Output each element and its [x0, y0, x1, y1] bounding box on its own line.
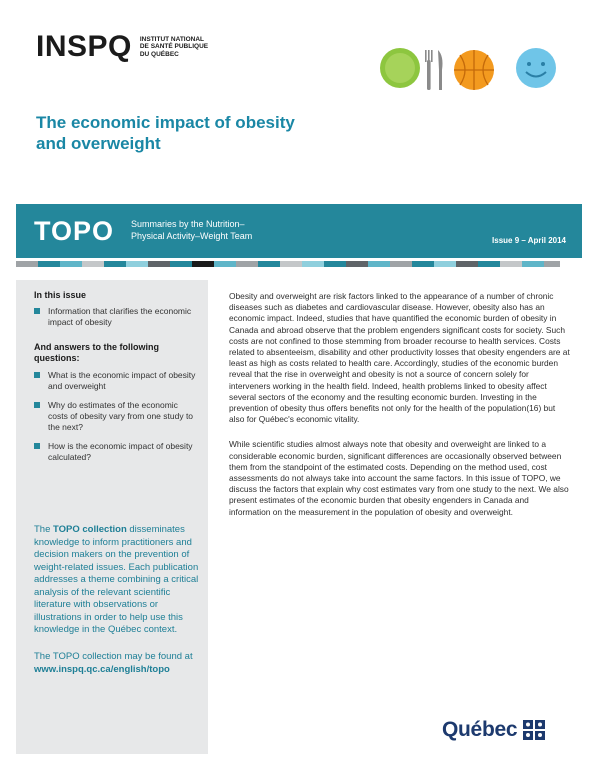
list-item-text: Why do estimates of the economic costs of obesity vary from one study to the next? [48, 400, 194, 432]
stripe [478, 261, 500, 267]
stripe [16, 261, 38, 267]
stripe [522, 261, 544, 267]
stripe [126, 261, 148, 267]
logo-subtitle-line: DU QUÉBEC [139, 50, 179, 58]
in-issue-list [34, 306, 200, 336]
bullet-square-icon [34, 402, 40, 408]
answers-heading: And answers to the following questions: [34, 342, 160, 363]
collection-location [34, 650, 204, 676]
header-icons [374, 44, 574, 104]
stripe [236, 261, 258, 267]
list-item [34, 306, 200, 328]
bullet-square-icon [34, 443, 40, 449]
collection-url-link[interactable]: www.inspq.qc.ca/english/topo [34, 664, 170, 675]
stripe [544, 261, 560, 267]
list-item-text: How is the economic impact of obesity calculated? [48, 441, 193, 462]
collection-text: disseminates knowledge to inform practitioners and decision makers on the prevention of weight-related issues. Each publication addresses a theme combining a critical analysis of the relevant scientific literature with observations or illustrations in order to help use this knowledge in the Québec context. [34, 524, 199, 635]
list-item [34, 400, 200, 433]
stripe [346, 261, 368, 267]
list-item-text: Information that clarifies the economic impact of obesity [48, 306, 192, 327]
vegetable-plate-icon [380, 48, 420, 88]
document-title [36, 112, 336, 154]
stripe [148, 261, 170, 267]
fleur-de-lis-flag-icon [523, 720, 545, 740]
stripe [456, 261, 478, 267]
stripe [324, 261, 346, 267]
color-stripes [16, 261, 582, 267]
stripe [390, 261, 412, 267]
stripe [434, 261, 456, 267]
main-text [229, 291, 571, 532]
logo-subtitle-line: INSTITUT NATIONAL [139, 35, 205, 43]
list-item [34, 441, 200, 463]
body-paragraph: While scientific studies almost always note that obesity and overweight are linked to a considerable economic burden, significant differences are occasionally observed between them from the standpoint of the estimated costs. Depending on the method used, cost assessments do not always take into account the same factors. In this issue of TOPO, we discuss the factors that explain why cost estimates vary from one study to the next. We also present estimates of the economic burden that obesity engenders in Canada and information on the measurement in the population of obesity and overweight. [229, 439, 569, 517]
topo-subtitle-line: Summaries by the Nutrition– [131, 219, 245, 229]
topo-band [16, 204, 582, 258]
found-text: The TOPO collection may be found at [34, 651, 193, 662]
topo-subtitle-line: Physical Activity–Weight Team [131, 231, 253, 241]
logo-subtitle [140, 36, 220, 59]
stripe [368, 261, 390, 267]
stripe [280, 261, 302, 267]
list-item-text: What is the economic impact of obesity and overweight [48, 370, 196, 391]
logo-subtitle-line: DE SANTÉ PUBLIQUE [139, 43, 209, 51]
topo-word: TOPO [34, 216, 115, 246]
quebec-logo [442, 718, 545, 742]
sidebar [16, 280, 208, 754]
questions-list [34, 370, 200, 471]
collection-name: TOPO collection [53, 524, 127, 535]
body-paragraph: Obesity and overweight are risk factors linked to the appearance of a number of chronic diseases such as diabetes and cardiovascular disease. However, obesity also has an economic impact. Indeed, studies that have quantified the economic burden of obesity in Canada and abroad observe that the problem engenders significant costs for society. Such costs are not confined to those stemming from broader recourse to health services. Costs related to absenteeism, disability and other productivity losses that obesity engenders are at least as high as costs related to health care. Accordingly, studies of the economic burden reveal that the rise in overweight and obesity is not a source of concern solely for interveners working in the health field. Indeed, health problems linked to obesity affect several sectors of the economy and the resulting economic burden. Investing in the prevention of obesity thus offers benefits not only for the health of the population(16) but also for Québec's economic vitality. [229, 291, 570, 425]
stripe [82, 261, 104, 267]
list-item [34, 370, 200, 392]
in-issue-heading: In this issue [34, 290, 87, 300]
stripe [214, 261, 236, 267]
smiley-face-icon [516, 48, 556, 88]
stripe [38, 261, 60, 267]
logo-word: INSPQ [36, 30, 132, 63]
stripe [170, 261, 192, 267]
topo-subtitle [131, 218, 291, 242]
stripe [104, 261, 126, 267]
title-line-1: The economic impact of obesity [36, 113, 295, 132]
collection-prefix: The [34, 524, 54, 535]
stripe [302, 261, 324, 267]
stripe [500, 261, 522, 267]
stripe [258, 261, 280, 267]
quebec-word: Québec [442, 718, 518, 741]
stripe [192, 261, 214, 267]
stripe [60, 261, 82, 267]
stripe [412, 261, 434, 267]
inspq-logo [36, 30, 220, 64]
collection-description [34, 524, 204, 637]
basketball-icon [454, 50, 494, 90]
fork-knife-icon [425, 50, 443, 90]
issue-label: Issue 9 – April 2014 [492, 236, 566, 245]
title-line-2: and overweight [36, 134, 161, 153]
bullet-square-icon [34, 372, 40, 378]
bullet-square-icon [34, 308, 40, 314]
